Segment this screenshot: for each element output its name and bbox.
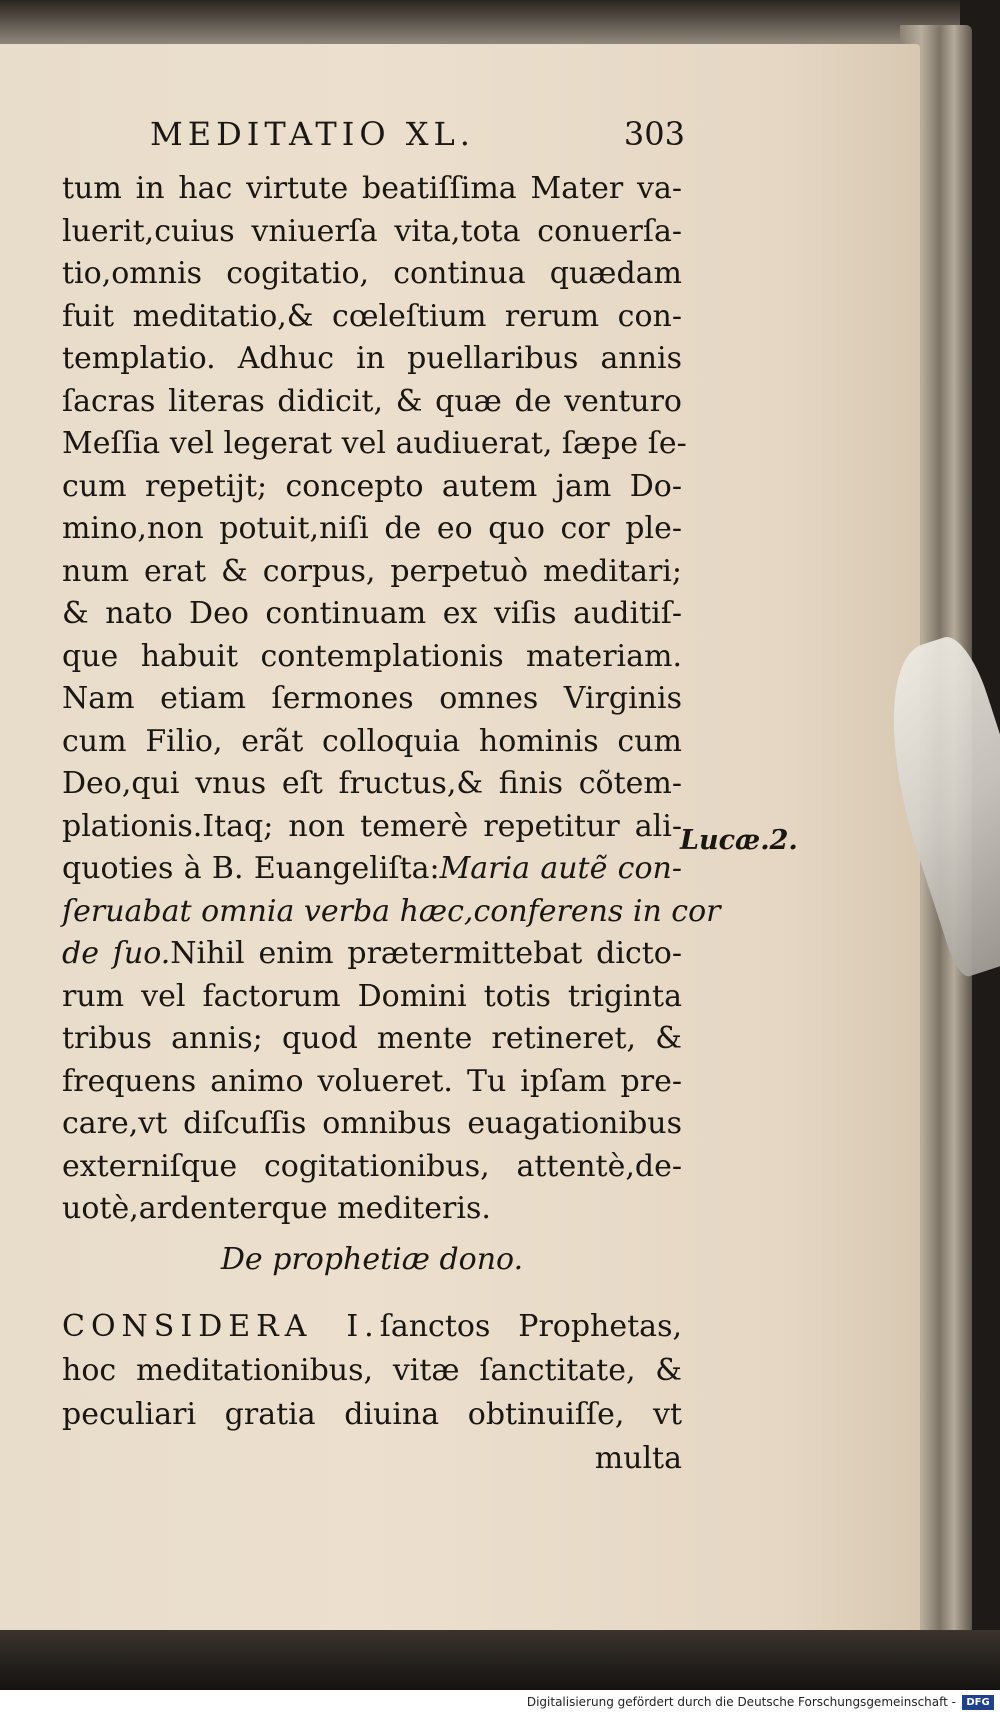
text-line: tribus annis; quod mente retineret, & [62,1021,682,1056]
text-line: uotè,ardenterque mediteris. [62,1191,491,1226]
text-line: num erat & corpus, perpetuò meditari; [62,553,682,589]
text-line: hoc meditationibus, vitæ ſanctitate, & [62,1353,682,1388]
text-line: externiſque cogitationibus, attentè,de- [62,1148,682,1184]
text-line: fuit meditatio,& cœleſtium rerum con- [62,298,682,334]
running-head-title: MEDITATIO XL. [150,115,475,153]
text-line: Nam etiam ſermones omnes Virginis [62,681,682,716]
text-line: rum vel factorum Domini totis triginta [62,978,682,1014]
italic-quote: Maria autẽ con- [439,851,682,886]
text-line-quote-start [62,848,682,891]
text-line-opening [62,1305,682,1349]
text-line: cum Filio, erãt colloquia hominis cum [62,723,682,759]
running-head [105,115,685,165]
text-line: Meſſia vel legerat vel audiuerat, ſæpe ſe- [62,426,687,461]
second-paragraph [62,1305,682,1481]
italic-quote: de ſuo. [62,936,171,971]
roman-text: quoties à B. Euangeliſta: [62,851,440,886]
page-number: 303 [623,115,685,153]
text-line: ſacras literas didicit, & quæ de venturo [62,383,682,419]
dfg-logo: DFG [962,1695,994,1710]
text-line-quote-end [62,933,682,976]
book-bottom-shadow [0,1630,1000,1690]
catchword: multa [594,1441,682,1476]
text-line: luerit,cuius vniuerſa vita,tota conuerſa- [62,213,682,249]
text-line: care,vt diſcuſſis omnibus euagationibus [62,1106,682,1141]
text-line: tum in hac virtute beatiſſima Mater va- [62,171,682,206]
text-line: templatio. Adhuc in puellaribus annis [62,341,682,376]
margin-note: Lucæ.2. [680,825,798,856]
text-line: & nato Deo continuam ex viſis auditiſ- [62,596,682,631]
text-line-quote: ſeruabat omnia verba hæc,conferens in cor [62,893,721,929]
digitization-footer [0,1690,1000,1716]
text-line: que habuit contemplationis materiam. [62,638,682,674]
section-heading: De prophetiæ dono. [220,1242,524,1277]
text-line: mino,non potuit,niſi de eo quo cor ple- [62,511,682,546]
text-line: cum repetijt; concepto autem jam Do- [62,468,682,504]
text-line: peculiari gratia diuina obtinuiſſe, vt [62,1397,682,1432]
main-paragraph [62,168,721,1231]
funding-credit: Digitalisierung gefördert durch die Deutsche Forschungsgemeinschaft - [526,1695,956,1709]
text-line: plationis.Itaq; non temerè repetitur ali- [62,808,682,844]
roman-text: ſanctos Prophetas, [379,1309,682,1344]
text-line: Deo,qui vnus eſt fructus,& finis cõtem- [62,766,682,801]
text-line: frequens animo volueret. Tu ipſam pre- [62,1063,682,1099]
opening-caps: CONSIDERA I. [62,1309,380,1344]
text-line: tio,omnis cogitatio, continua quædam [62,256,682,291]
roman-text: Nihil enim prætermittebat dicto- [170,936,682,971]
